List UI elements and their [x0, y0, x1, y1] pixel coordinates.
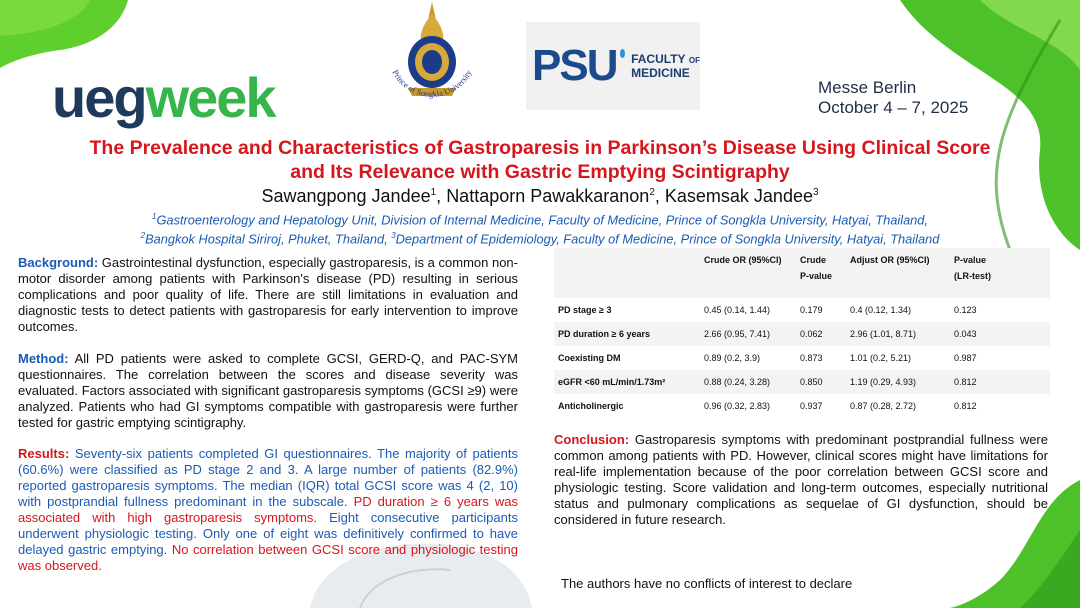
method-label: Method: [18, 351, 69, 366]
cell-adjust-or: 1.01 (0.2, 5.21) [850, 353, 912, 363]
table-row [554, 298, 1050, 322]
method-section [18, 351, 518, 431]
cell-adjust-or: 0.4 (0.12, 1.34) [850, 305, 912, 315]
poster-title [40, 136, 1040, 184]
background-text: Gastrointestinal dysfunction, especially gastroparesis, is a common non-motor disorder among patients with Parkinson's disease (PD) resulting in serious complications and poor quality of life. There are still limitations in evaluation and diagnostic tests to detect patients with gastroparesis for early intervention to improve outcomes. [18, 255, 518, 334]
results-label: Results: [18, 446, 70, 461]
method-text: All PD patients were asked to complete GCSI, GERD-Q, and PAC-SYM questionnaires. The correlation between the scores and disease severity was evaluated. Factors associated with significant gastroparesis symptoms (GCSI ≥9) were analyzed. Patients who had GI symptoms compatible with gastroparesis were further tested for gastric emptying scintigraphy. [18, 351, 518, 430]
psu-faculty-text: FACULTY OF MEDICINE [631, 51, 700, 80]
cell-adjust-or: 1.19 (0.29, 4.93) [846, 370, 950, 394]
background-label: Background: [18, 255, 99, 270]
ueg-week-logo [52, 66, 275, 129]
results-text-blue-1: Seventy-six patients completed GI questionnaires. The majority of patients (60.6%) were classified as PD stage 2 and 3. A large number of patients (82.9%) reported gastroparesis symptoms. The median (IQR) total GCSI score was 4 (2, 10) with postprandial fullness predominant in the subscale. [18, 446, 518, 509]
cell-crude-p: 0.873 [800, 353, 823, 363]
psu-faculty-of-medicine-logo [526, 22, 700, 110]
logo-week-text: week [145, 66, 275, 129]
psu-crest-logo [378, 0, 486, 126]
cell-p-lr: 0.043 [950, 322, 1050, 346]
cell-crude-p: 0.937 [800, 401, 823, 411]
header-crude-or: Crude OR (95%CI) [700, 248, 796, 298]
conclusion-label: Conclusion: [554, 432, 630, 447]
table-row [554, 346, 1050, 370]
cell-crude-or: 2.66 (0.95, 7.41) [700, 322, 796, 346]
title-line-2: and Its Relevance with Gastric Emptying Scintigraphy [290, 161, 790, 183]
cell-crude-or: 0.96 (0.32, 2.83) [704, 401, 771, 411]
cell-p-lr: 0.123 [954, 305, 977, 315]
cell-adjust-or: 2.96 (1.01, 8.71) [846, 322, 950, 346]
header-crude-p: Crude P-value [796, 248, 846, 298]
conclusion-section [554, 432, 1048, 528]
author-list: Sawangpong Jandee$^1$, Nattaporn Pawakkaranon$^2$, Kasemsak Jandee$^3$ [261, 186, 819, 206]
row-label: PD stage ≥ 3 [558, 305, 612, 315]
results-text-red-2: No correlation between GCSI score and physiologic testing was observed. [18, 542, 518, 573]
author-1: Sawangpong Jandee [261, 186, 431, 206]
row-label: PD duration ≥ 6 years [554, 322, 700, 346]
crest-caption: Prince of Songkla University [390, 67, 474, 99]
results-text-blue-2: Eight consecutive participants underwent physiologic testing. Only one of eight was definitively confirmed to have delayed gastric emptying. [18, 510, 518, 557]
cell-crude-p: 0.179 [800, 305, 823, 315]
psu-dot [620, 49, 625, 58]
cell-p-lr: 0.987 [954, 353, 977, 363]
table-row [554, 394, 1050, 418]
cell-crude-or: 0.45 (0.14, 1.44) [704, 305, 771, 315]
cell-adjust-or: 0.87 (0.28, 2.72) [850, 401, 917, 411]
event-dates: October 4 – 7, 2025 [818, 98, 969, 117]
conflict-of-interest-statement: The authors have no conflicts of interest to declare [561, 576, 853, 591]
header-blank [554, 248, 700, 298]
results-text-red-1: PD duration ≥ 6 years was associated with high gastroparesis symptoms. [18, 494, 518, 525]
cell-p-lr: 0.812 [950, 370, 1050, 394]
background-section [18, 255, 518, 335]
table-row [554, 370, 1050, 394]
green-corner-decoration-top-left [0, 0, 130, 70]
cell-crude-p: 0.062 [796, 322, 846, 346]
event-info [818, 78, 968, 118]
table-header-row [554, 248, 1050, 298]
event-venue: Messe Berlin [818, 78, 917, 97]
title-line-1: The Prevalence and Characteristics of Gastroparesis in Parkinson’s Disease Using Clinical Score [89, 137, 991, 159]
cell-crude-or: 0.88 (0.24, 3.28) [700, 370, 796, 394]
cell-crude-p: 0.850 [796, 370, 846, 394]
psu-mark: PSU [532, 41, 617, 90]
row-label: Anticholinergic [558, 401, 624, 411]
row-label: Coexisting DM [558, 353, 621, 363]
affiliation-line-1: $^1$Gastroenterology and Hepatology Unit, Division of Internal Medicine, Faculty of Medicine, Prince of Songkla University, Hatyai, Thailand, [152, 212, 928, 228]
cell-crude-or: 0.89 (0.2, 3.9) [704, 353, 761, 363]
author-3: Kasemsak Jandee [664, 186, 813, 206]
row-label: eGFR <60 mL/min/1.73m² [554, 370, 700, 394]
cell-p-lr: 0.812 [954, 401, 977, 411]
logo-ueg-text: ueg [52, 66, 146, 129]
affiliations [40, 209, 1040, 248]
header-p-lr: P-value (LR-test) [950, 248, 1050, 298]
author-2: Nattaporn Pawakkaranon [446, 186, 650, 206]
results-section [18, 446, 518, 574]
conclusion-text: Gastroparesis symptoms with predominant postprandial fullness were common among patients with PD. However, clinical scores might have limitations for real-life implementation because of the poor correlation between GCSI score and physiologic testing. Score validation and long-term outcomes, especially nutritional status and pulmonary complications as sequelae of GI dysfunction, should be considered in future research. [554, 432, 1048, 527]
affiliation-line-2: $^2$Bangkok Hospital Siriroj, Phuket, Thailand, $^3$Department of Epidemiology, Faculty of Medicine, Prince of Songkla University, Hatyai, Thailand [140, 231, 940, 247]
header-adjust-or: Adjust OR (95%CI) [846, 248, 950, 298]
table-row [554, 322, 1050, 346]
odds-ratio-table [554, 248, 1050, 418]
